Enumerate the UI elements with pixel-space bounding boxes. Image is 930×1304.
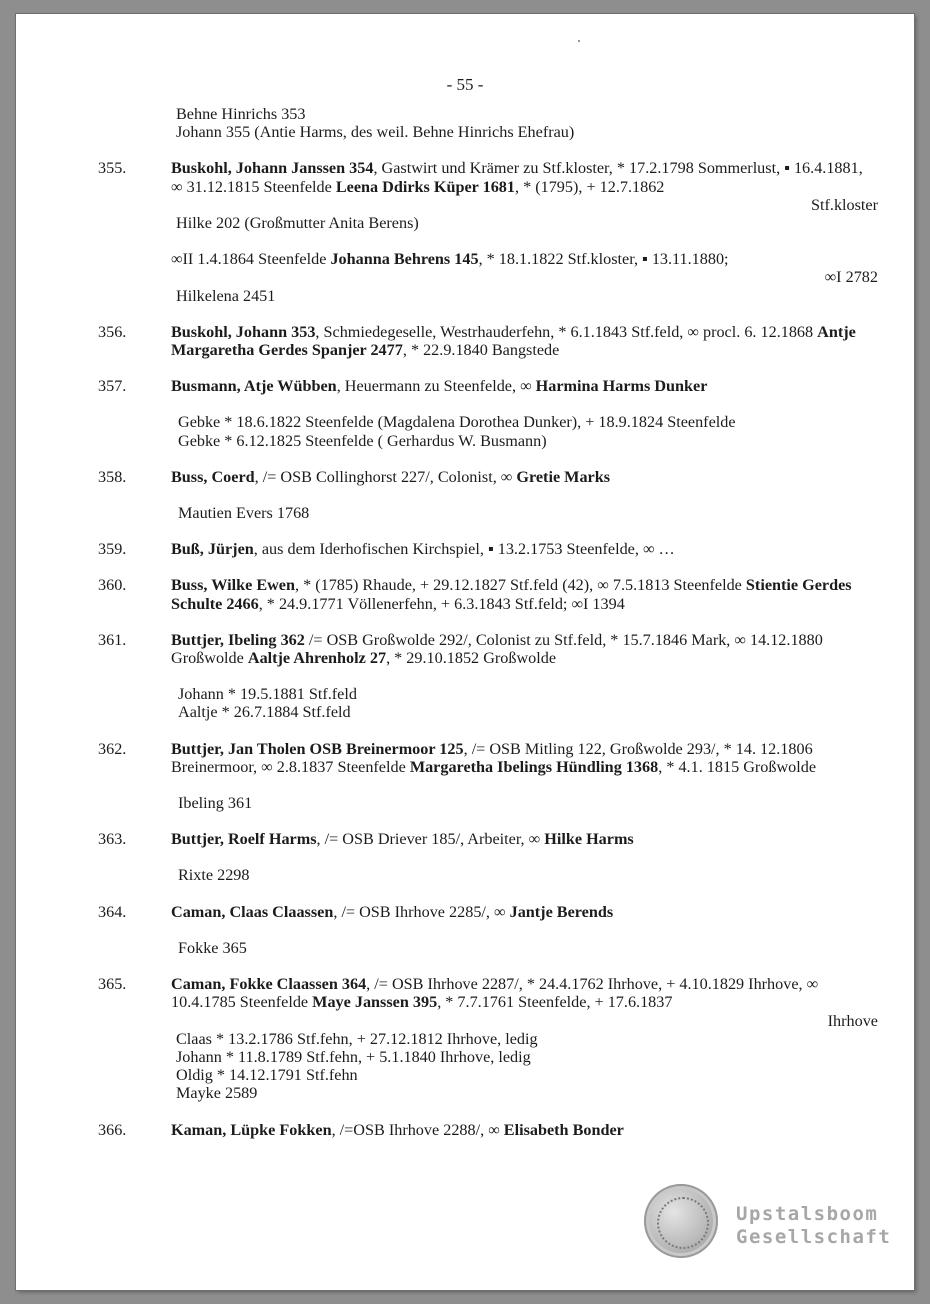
entry-number: 359. xyxy=(98,540,127,559)
spouse-name: Hilke Harms xyxy=(544,830,634,849)
entry-364 xyxy=(98,903,878,957)
spouse-name: Jantje Berends xyxy=(509,902,614,921)
entry-number: 360. xyxy=(98,576,127,595)
entry-details: , Gastwirt und Krämer zu Stf.kloster, * 17.2.1798 Sommerlust, ▪ 16.4.1881, ∞ 31.12.1815 Steenfelde xyxy=(171,159,863,196)
entry-details: , /= OSB Ihrhove 2285/, ∞ xyxy=(333,902,510,921)
entry-number: 355. xyxy=(98,159,127,178)
entry-text xyxy=(155,468,878,486)
entry-number: 366. xyxy=(98,1120,127,1139)
entry-text xyxy=(155,903,878,921)
place-note: Ihrhove xyxy=(827,1011,878,1030)
entry-number: 365. xyxy=(98,975,127,994)
place-note: Stf.kloster xyxy=(811,195,878,214)
entry-name: Buss, Coerd xyxy=(171,467,255,486)
spouse-name: Harmina Harms Dunker xyxy=(535,377,708,396)
spouse-name: Maye Janssen 395 xyxy=(312,993,438,1012)
document-page xyxy=(16,14,914,1290)
entry-details: , * 22.9.1840 Bangstede xyxy=(402,341,560,360)
entry-363 xyxy=(98,830,878,884)
spouse-name: Stientie Gerdes Schulte 2466 xyxy=(171,576,852,613)
entry-name: Buss, Wilke Ewen xyxy=(171,576,295,595)
entry-text xyxy=(155,323,878,359)
entry-details: , /= OSB Collinghorst 227/, Colonist, ∞ xyxy=(254,467,517,486)
entry-358 xyxy=(98,468,878,522)
marriage-ref: ∞I 2782 xyxy=(824,268,878,287)
child-line: Claas * 13.2.1786 Stf.fehn, + 27.12.1812 Ihrhove, ledig xyxy=(176,1029,538,1048)
child-line: Mayke 2589 xyxy=(176,1084,258,1103)
logo-line-2: Gesellschaft xyxy=(736,1226,892,1248)
spouse-name: Margaretha Ibelings Hündling 1368 xyxy=(409,757,659,776)
society-seal-icon xyxy=(644,1184,718,1258)
entry-details: , Heuermann zu Steenfelde, ∞ xyxy=(336,377,536,396)
child-line: Mautien Evers 1768 xyxy=(178,504,310,523)
entry-number: 363. xyxy=(98,830,127,849)
child-line: Hilke 202 (Großmutter Anita Berens) xyxy=(176,214,419,233)
child-line: Oldig * 14.12.1791 Stf.fehn xyxy=(176,1066,358,1085)
child-line: Fokke 365 xyxy=(178,938,247,957)
entry-details: , Schmiedegeselle, Westrhauderfehn, * 6.1.1843 Stf.feld, ∞ procl. 6. 12.1868 xyxy=(315,322,818,341)
child-line: Johann * 19.5.1881 Stf.feld xyxy=(178,685,357,704)
entry-number: 358. xyxy=(98,467,127,486)
child-line: Rixte 2298 xyxy=(178,866,250,885)
entry-365 xyxy=(98,975,878,1102)
entry-362 xyxy=(98,740,878,813)
register-content xyxy=(98,105,878,1139)
entry-text xyxy=(155,540,878,558)
spouse-name: Antje Margaretha Gerdes Spanjer 2477 xyxy=(171,322,856,360)
entry-details: , * 4.1. 1815 Großwolde xyxy=(658,757,817,776)
spouse-name: Aaltje Ahrenholz 27 xyxy=(247,649,387,668)
entry-number: 364. xyxy=(98,902,127,921)
entry-number: 362. xyxy=(98,739,127,758)
entry-text xyxy=(155,631,878,667)
entry-name: Caman, Fokke Claassen 364 xyxy=(171,975,367,994)
entry-details: , * (1785) Rhaude, + 29.12.1827 Stf.feld (42), ∞ 7.5.1813 Steenfelde xyxy=(295,576,746,595)
entry-name: Buskohl, Johann Janssen 354 xyxy=(171,159,374,178)
entry-name: Buß, Jürjen xyxy=(171,540,254,559)
entry-360 xyxy=(98,576,878,612)
child-line: Gebke * 18.6.1822 Steenfelde (Magdalena Dorothea Dunker), + 18.9.1824 Steenfelde xyxy=(178,413,736,432)
second-marriage xyxy=(98,250,878,286)
entry-number: 357. xyxy=(98,377,127,396)
spouse-name: Johanna Behrens 145 xyxy=(330,250,479,269)
page-number: - 55 - xyxy=(446,75,484,94)
child-line: Ibeling 361 xyxy=(178,794,253,813)
entry-details: , * 24.9.1771 Völlenerfehn, + 6.3.1843 Stf.feld; ∞I 1394 xyxy=(258,594,625,613)
entry-366 xyxy=(98,1121,878,1139)
entry-text xyxy=(155,740,878,776)
child-line: Aaltje * 26.7.1884 Stf.feld xyxy=(178,703,351,722)
entry-details: , /= OSB Driever 185/, Arbeiter, ∞ xyxy=(316,830,545,849)
entry-359 xyxy=(98,540,878,558)
child-line: Johann * 11.8.1789 Stf.fehn, + 5.1.1840 Ihrhove, ledig xyxy=(176,1047,531,1066)
entry-name: Caman, Claas Claassen xyxy=(171,902,334,921)
entry-356 xyxy=(98,323,878,359)
society-logo xyxy=(736,1203,891,1249)
entry-text xyxy=(155,576,878,612)
entry-details: , /=OSB Ihrhove 2288/, ∞ xyxy=(331,1120,504,1139)
continuation-line: Behne Hinrichs 353 xyxy=(176,105,306,123)
entry-name: Busmann, Atje Wübben xyxy=(171,377,337,396)
speck xyxy=(578,40,580,42)
entry-name: Kaman, Lüpke Fokken xyxy=(171,1120,332,1139)
entry-name: Buttjer, Ibeling 362 xyxy=(171,630,305,649)
entry-text xyxy=(155,377,878,395)
entry-name: Buttjer, Roelf Harms xyxy=(171,830,317,849)
entry-number: 361. xyxy=(98,630,127,649)
entry-details: , * 29.10.1852 Großwolde xyxy=(386,649,557,668)
marriage-details: ∞II 1.4.1864 Steenfelde xyxy=(171,250,331,269)
marriage-details: , * 18.1.1822 Stf.kloster, ▪ 13.11.1880; xyxy=(478,250,729,269)
entry-name: Buttjer, Jan Tholen OSB Breinermoor 125 xyxy=(171,739,464,758)
entry-357 xyxy=(98,377,878,450)
entry-text xyxy=(155,975,878,1030)
entry-details: /= OSB Großwolde 292/, Colonist zu Stf.feld, * 15.7.1846 Mark, ∞ 14.12.1880 Großwolde xyxy=(171,630,823,668)
child-line: Gebke * 6.12.1825 Steenfelde ( Gerhardus W. Busmann) xyxy=(178,431,547,450)
spouse-name: Elisabeth Bonder xyxy=(503,1120,624,1139)
entry-361 xyxy=(98,631,878,722)
child-line: Hilkelena 2451 xyxy=(176,286,276,305)
continuation-line: Johann 355 (Antie Harms, des weil. Behne Hinrichs Ehefrau) xyxy=(176,123,575,142)
continuation-lines xyxy=(98,105,878,141)
entry-details: , * (1795), + 12.7.1862 xyxy=(514,177,665,196)
entry-details: , /= OSB Mitling 122, Großwolde 293/, * 14. 12.1806 Breinermoor, ∞ 2.8.1837 Steenfelde xyxy=(171,739,813,776)
entry-text xyxy=(155,1121,878,1139)
entry-text xyxy=(155,830,878,848)
entry-name: Buskohl, Johann 353 xyxy=(171,322,316,341)
entry-details: , /= OSB Ihrhove 2287/, * 24.4.1762 Ihrhove, + 4.10.1829 Ihrhove, ∞ 10.4.1785 Steenfelde xyxy=(171,975,819,1012)
entry-details: , * 7.7.1761 Steenfelde, + 17.6.1837 xyxy=(437,993,673,1012)
logo-line-1: Upstalsboom xyxy=(736,1203,879,1225)
spouse-name: Leena Ddirks Küper 1681 xyxy=(335,177,515,196)
entry-number: 356. xyxy=(98,322,127,341)
entry-details: , aus dem Iderhofischen Kirchspiel, ▪ 13.2.1753 Steenfelde, ∞ … xyxy=(253,540,675,559)
entry-text xyxy=(155,159,878,214)
spouse-name: Gretie Marks xyxy=(516,467,611,486)
entry-355 xyxy=(98,159,878,304)
